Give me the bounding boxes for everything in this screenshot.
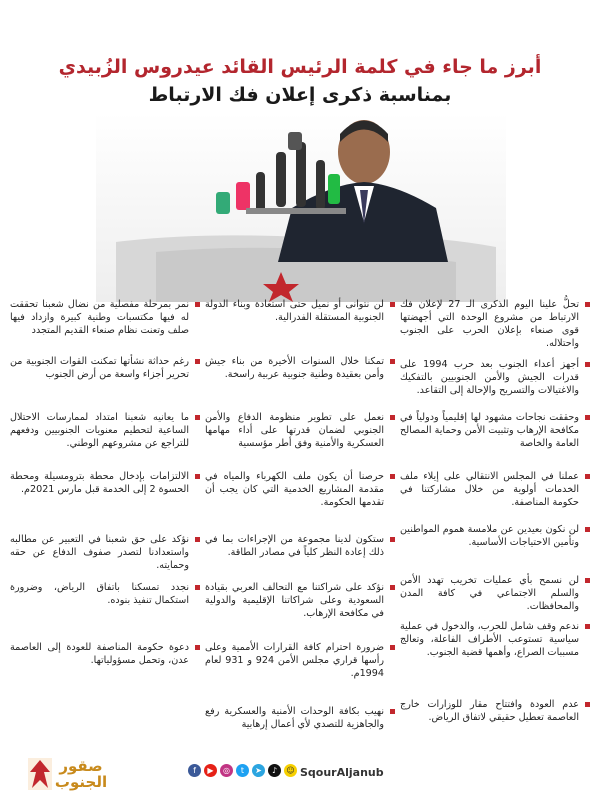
bullet-icon xyxy=(390,415,395,420)
telegram-icon[interactable]: ➤ xyxy=(252,764,265,777)
column-right xyxy=(400,298,590,728)
statement-text: أجهز أعداء الجنوب بعد حرب 1994 على قدرات الجيش والأمن الجنوبيين بالتفكيك والاغتيالات والتسريح والإحالة إلى التقاعد. xyxy=(400,359,579,396)
snapchat-icon[interactable]: ☺ xyxy=(284,764,297,777)
footer xyxy=(0,748,600,800)
statement-item xyxy=(205,411,395,450)
statement-item xyxy=(205,581,395,620)
statement-item xyxy=(205,641,395,680)
bullet-icon xyxy=(390,585,395,590)
statement-text: لن نكون بعيدين عن ملامسة هموم المواطنين وتأمين الاحتياجات الأساسية. xyxy=(400,524,579,548)
bullet-icon xyxy=(585,702,590,707)
statement-text: ما يعانيه شعبنا امتداد لممارسات الاحتلال الساعية لتحطيم معنويات الجنوبيين ودفعهم للتراجع عن مشروعهم الوطني. xyxy=(10,412,189,449)
social-handle[interactable]: SqourAljanub xyxy=(300,766,384,779)
statement-item xyxy=(205,298,395,324)
statement-item xyxy=(10,355,200,381)
statement-item xyxy=(400,523,590,549)
statement-text: رغم حداثة نشأتها تمكنت القوات الجنوبية من تحرير أجزاء واسعة من أرض الجنوب xyxy=(10,356,189,380)
statement-text: لن نتوانى أو نميل حتى استعادة وبناء الدولة الجنوبية المستقلة الفدرالية. xyxy=(205,299,384,323)
statement-text: حرصنا أن يكون ملف الكهرباء والمياه في مقدمة المشاريع الخدمية التي كان يجب أن تقدمها الحكومة. xyxy=(205,471,384,508)
bullet-icon xyxy=(390,645,395,650)
statement-item xyxy=(400,411,590,450)
statement-item xyxy=(10,411,200,450)
bullet-icon xyxy=(585,527,590,532)
statement-item xyxy=(205,533,395,559)
statement-text: نؤكد على شراكتنا مع التحالف العربي بقيادة السعودية وعلى شراكاتنا الإقليمية والدولية في مكافحة الإرهاب. xyxy=(205,582,384,619)
statement-item xyxy=(10,581,200,607)
bullet-icon xyxy=(585,302,590,307)
statement-item xyxy=(400,574,590,613)
bullet-icon xyxy=(195,415,200,420)
statement-item xyxy=(400,620,590,659)
statement-item xyxy=(205,355,395,381)
bullet-icon xyxy=(390,474,395,479)
statement-text: عدم العودة وافتتاح مقار للوزارات خارج العاصمة تعطيل حقيقي لاتفاق الرياض. xyxy=(400,699,579,723)
bullet-icon xyxy=(390,709,395,714)
statement-text: تمكنا خلال السنوات الأخيرة من بناء جيش وأمن بعقيدة وطنية جنوبية عربية راسخة. xyxy=(205,356,384,380)
statement-text: تحلُّ علينا اليوم الذكرى الـ 27 لإعلان فك الارتباط من مشروع الوحدة التي أجهضتها قوى صنعاء بإعلان الحرب على الجنوب واحتلاله. xyxy=(400,299,579,349)
bullet-icon xyxy=(585,415,590,420)
facebook-icon[interactable]: f xyxy=(188,764,201,777)
statement-item xyxy=(10,470,200,496)
statement-item xyxy=(400,698,590,724)
statement-text: لن نسمح بأي عمليات تخريب تهدد الأمن والسلم الاجتماعي في كافة المدن والمحافظات. xyxy=(400,575,579,612)
bullet-icon xyxy=(195,359,200,364)
statement-text: نمر بمرحلة مفصلية من نضال شعبنا تحققت له فيها مكتسبات وطنية كبيرة وازداد فيها صلف وتعنت نظام صنعاء القديم المتجدد xyxy=(10,299,189,336)
statement-text: ستكون لدينا مجموعة من الإجراءات بما في ذلك إعادة النظر كلياً في مصادر الطاقة. xyxy=(205,534,384,558)
title-line2: بمناسبة ذكرى إعلان فك الارتباط xyxy=(148,84,452,106)
statement-text: وحققت نجاحات مشهود لها إقليمياً ودولياً في مكافحة الإرهاب وتثبيت الأمن وحماية المصالح العامة والخاصة xyxy=(400,412,579,449)
bullet-icon xyxy=(585,578,590,583)
bullet-icon xyxy=(195,474,200,479)
statement-item xyxy=(10,298,200,337)
twitter-icon[interactable]: t xyxy=(236,764,249,777)
bullet-icon xyxy=(195,645,200,650)
statement-item xyxy=(10,533,200,572)
bullet-icon xyxy=(195,585,200,590)
instagram-icon[interactable]: ◎ xyxy=(220,764,233,777)
statement-text: نؤكد على حق شعبنا في التعبير عن مطالبه واستعدادنا لتصدر صفوف الدفاع عن حقه وحمايته. xyxy=(10,534,189,571)
bullet-icon xyxy=(585,474,590,479)
statement-text: ندعم وقف شامل للحرب، والدخول في عملية سياسية تستوعب الأطراف الفاعلة، وتعالج مسببات الصراع، وأهمها قضية الجنوب. xyxy=(400,621,579,658)
speaker-photo xyxy=(96,112,506,302)
statement-text: نهيب بكافة الوحدات الأمنية والعسكرية رفع والجاهزية للتصدي لأي أعمال إرهابية xyxy=(205,706,384,730)
statement-item xyxy=(10,641,200,667)
statement-item xyxy=(400,470,590,509)
brand-logo xyxy=(26,754,136,794)
bullet-icon xyxy=(585,624,590,629)
statement-text: نعمل على تطوير منظومة الدفاع والأمن الجنوبي لضمان قدرتها على أداء مهامها العسكرية والأمنية وفق أطر مؤسسية xyxy=(205,412,384,449)
bullet-icon xyxy=(390,537,395,542)
statement-text: ضرورة احترام كافة القرارات الأممية وعلى رأسها قراري مجلس الأمن 924 و 931 لعام 1994م. xyxy=(205,642,384,679)
bullet-icon xyxy=(195,302,200,307)
statement-item xyxy=(400,298,590,350)
column-left xyxy=(10,298,200,728)
title-line1: أبرز ما جاء في كلمة الرئيس القائد عيدروس الزُبيدي xyxy=(58,56,542,78)
bullet-icon xyxy=(390,359,395,364)
statement-text: نجدد تمسكنا باتفاق الرياض، وضرورة استكمال تنفيذ بنوده. xyxy=(10,582,189,606)
statement-text: الالتزامات بإدخال محطة بترومسيلة ومحطة الحسوة 2 إلى الخدمة قبل مارس 2021م. xyxy=(10,471,189,495)
social-icons xyxy=(188,764,300,777)
statement-text: عملنا في المجلس الانتقالي على إيلاء ملف الخدمات أولوية من خلال مشاركتنا في حكومة المناصفة. xyxy=(400,471,579,508)
statement-item xyxy=(205,470,395,509)
statement-text: دعوة حكومة المناصفة للعودة إلى العاصمة عدن، وتحمل مسؤولياتها. xyxy=(10,642,189,666)
youtube-icon[interactable]: ▶ xyxy=(204,764,217,777)
logo-text: صقور الجنوب xyxy=(54,757,108,791)
statement-item xyxy=(205,705,395,731)
column-middle xyxy=(205,298,395,728)
bullet-icon xyxy=(390,302,395,307)
statements-grid xyxy=(0,298,600,728)
tiktok-icon[interactable]: ♪ xyxy=(268,764,281,777)
bullet-icon xyxy=(195,537,200,542)
bullet-icon xyxy=(585,362,590,367)
statement-item xyxy=(400,358,590,397)
